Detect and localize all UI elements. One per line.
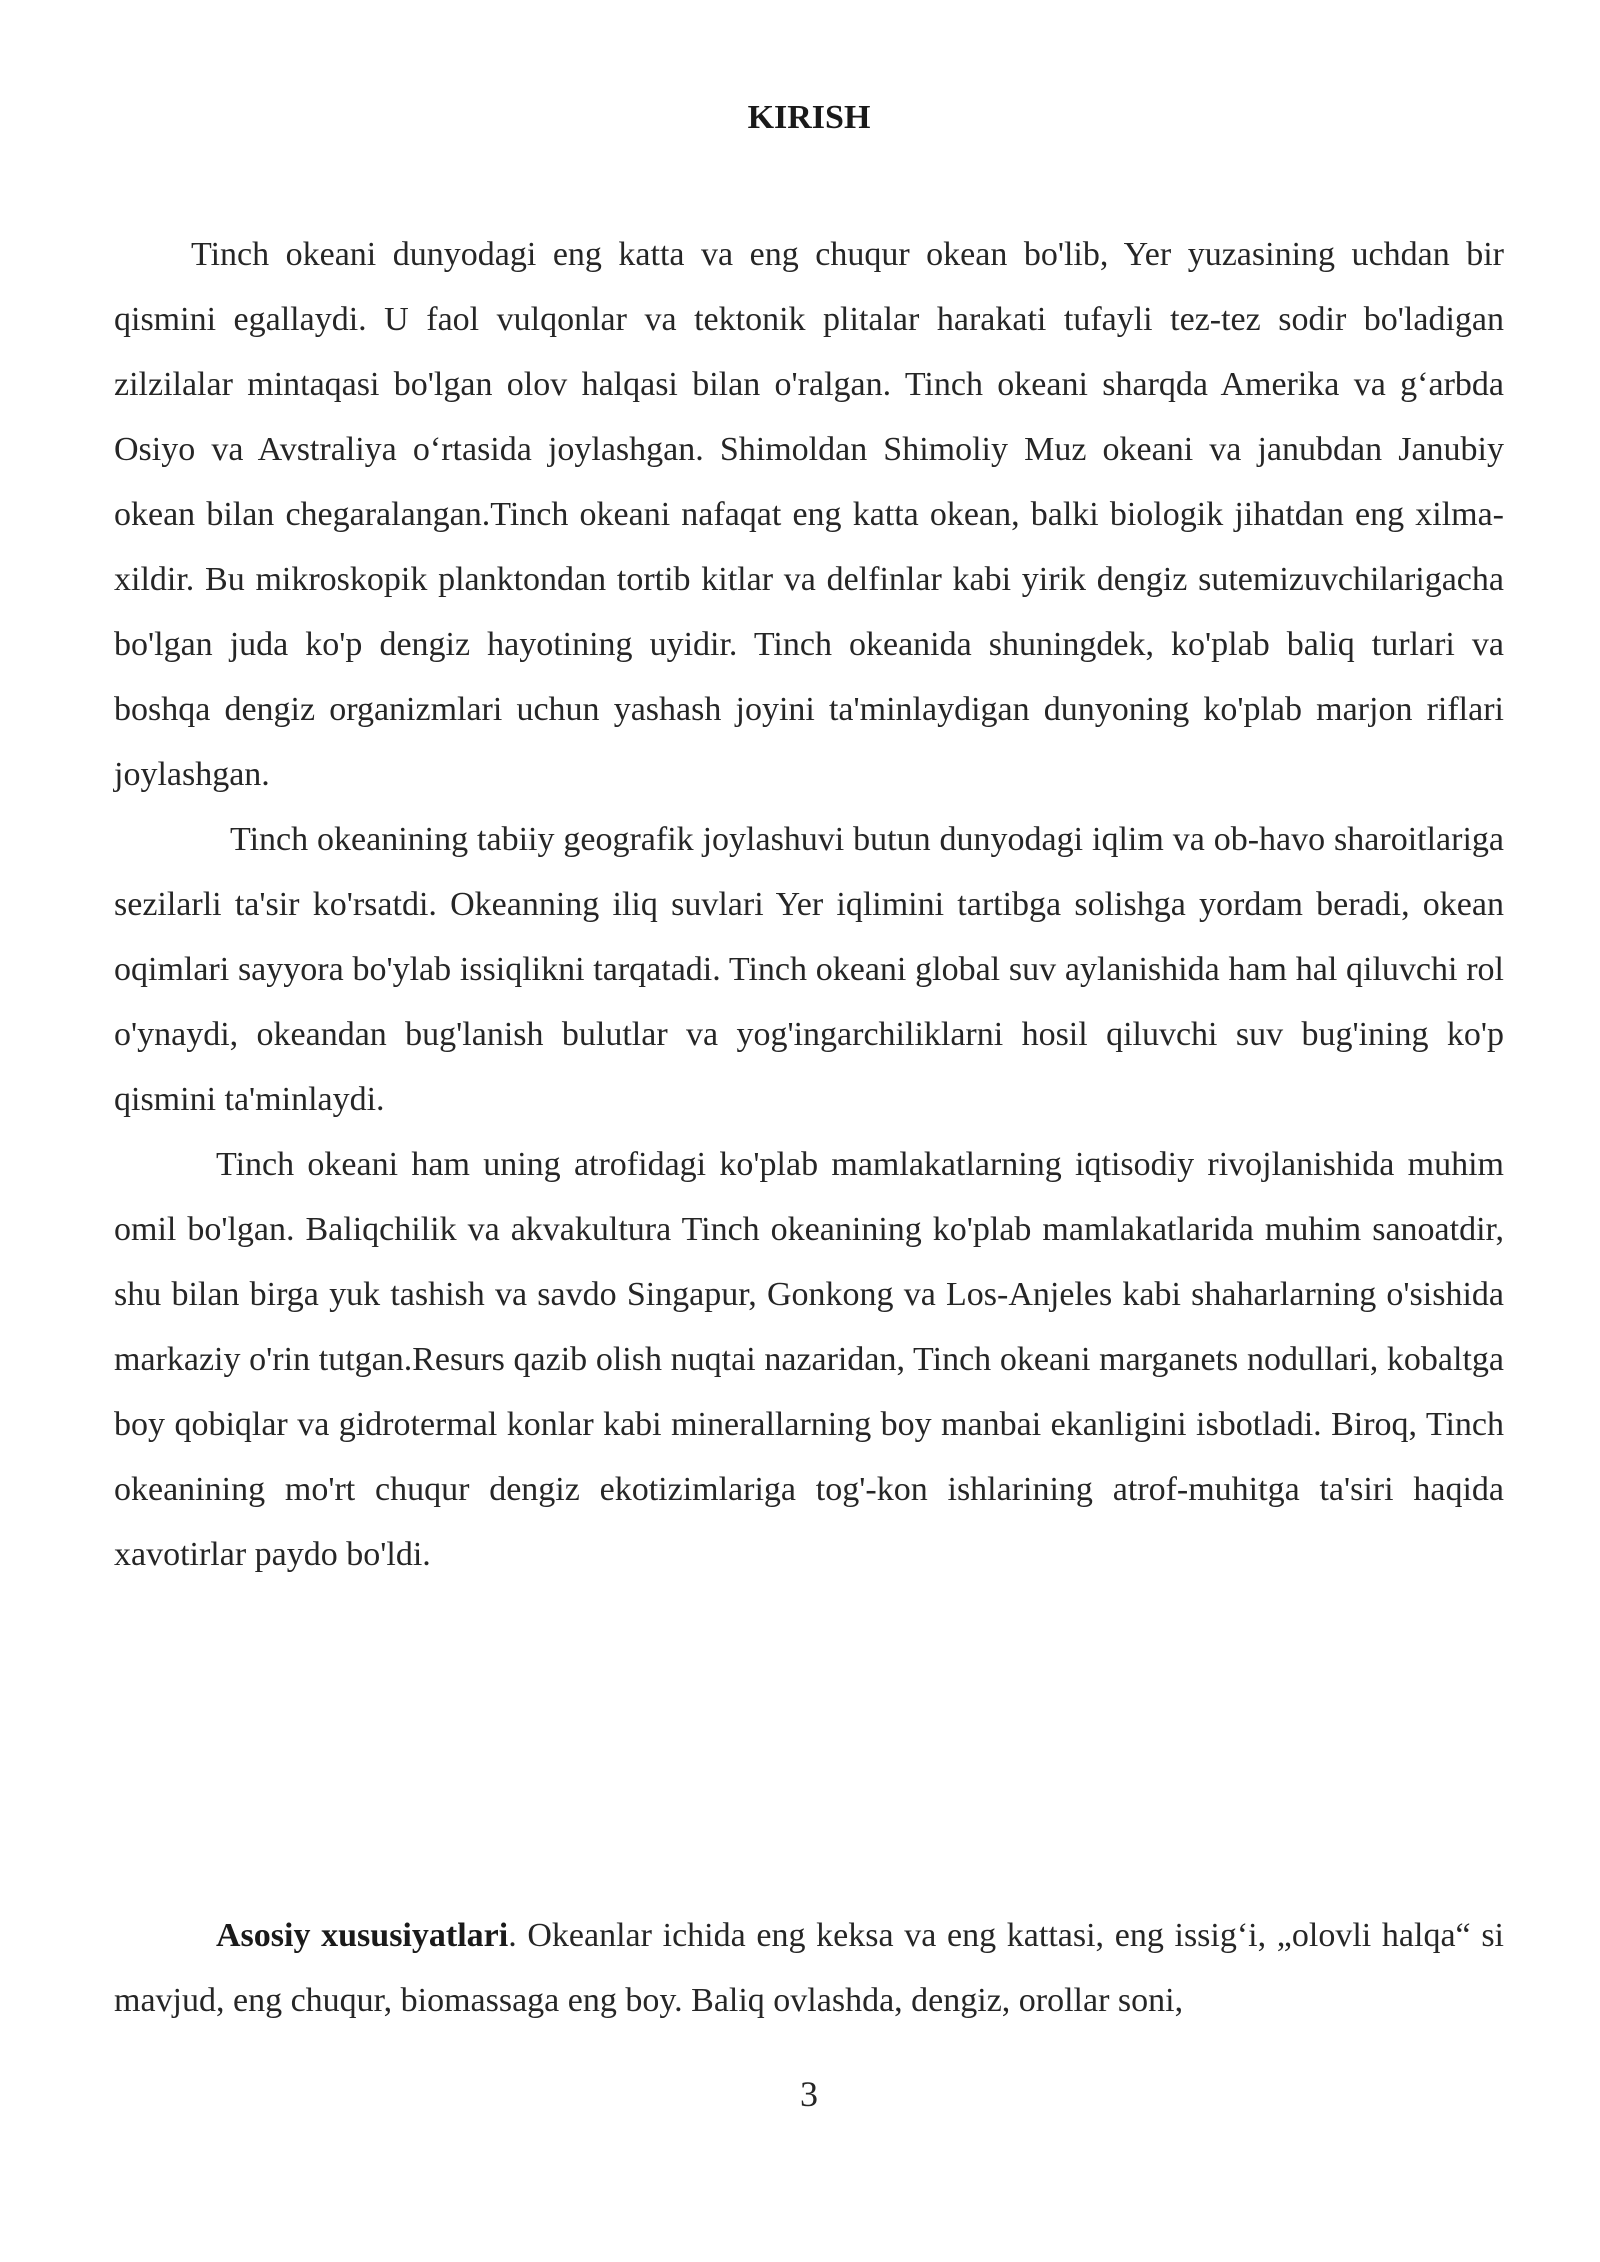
features-heading: Asosiy xususiyatlari: [216, 1917, 509, 1954]
page-number: 3: [800, 2074, 818, 2114]
features-text: . Okeanlar ichida eng keksa va eng kattasi, eng issig‘i, „olovli halqa“ si mavjud, eng chuqur, biomassaga eng boy. Baliq ovlashda, dengiz, orollar soni,: [114, 1917, 1504, 2019]
page-title: KIRISH: [747, 99, 871, 136]
body-text: [114, 222, 1504, 1587]
features-paragraph: [114, 1903, 1504, 2033]
paragraph-2: Tinch okeanining tabiiy geografik joylashuvi butun dunyodagi iqlim va ob-havo sharoitlariga sezilarli ta'sir ko'rsatdi. Okeanning iliq suvlari Yer iqlimini tartibga solishga yordam beradi, okean oqimlari sayyora bo'ylab issiqlikni tarqatadi. Tinch okeani global suv aylanishida ham hal qiluvchi rol o'ynaydi, okeandan bug'lanish bulutlar va yog'ingarchiliklarni hosil qiluvchi suv bug'ining ko'p qismini ta'minlaydi.: [114, 821, 1504, 1118]
paragraph-3: Tinch okeani ham uning atrofidagi ko'plab mamlakatlarning iqtisodiy rivojlanishida muhim omil bo'lgan. Baliqchilik va akvakultura Tinch okeanining ko'plab mamlakatlarida muhim sanoatdir, shu bilan birga yuk tashish va savdo Singapur, Gonkong va Los-Anjeles kabi shaharlarning o'sishida markaziy o'rin tutgan.Resurs qazib olish nuqtai nazaridan, Tinch okeani marganets nodullari, kobaltga boy qobiqlar va gidrotermal konlar kabi minerallarning boy manbai ekanligini isbotladi. Biroq, Tinch okeanining mo'rt chuqur dengiz ekotizimlariga tog'-kon ishlarining atrof-muhitga ta'siri haqida xavotirlar paydo bo'ldi.: [114, 1146, 1504, 1573]
paragraph-1: Tinch okeani dunyodagi eng katta va eng chuqur okean bo'lib, Yer yuzasining uchdan bir qismini egallaydi. U faol vulqonlar va tektonik plitalar harakati tufayli tez-tez sodir bo'ladigan zilzilalar mintaqasi bo'lgan olov halqasi bilan o'ralgan. Tinch okeani sharqda Amerika va g‘arbda Osiyo va Avstraliya o‘rtasida joylashgan. Shimoldan Shimoliy Muz okeani va janubdan Janubiy okean bilan chegaralangan.Tinch okeani nafaqat eng katta okean, balki biologik jihatdan eng xilma-xildir. Bu mikroskopik planktondan tortib kitlar va delfinlar kabi yirik dengiz sutemizuvchilarigacha bo'lgan juda ko'p dengiz hayotining uyidir. Tinch okeanida shuningdek, ko'plab baliq turlari va boshqa dengiz organizmlari uchun yashash joyini ta'minlaydigan dunyoning ko'plab marjon riflari joylashgan.: [114, 236, 1504, 793]
